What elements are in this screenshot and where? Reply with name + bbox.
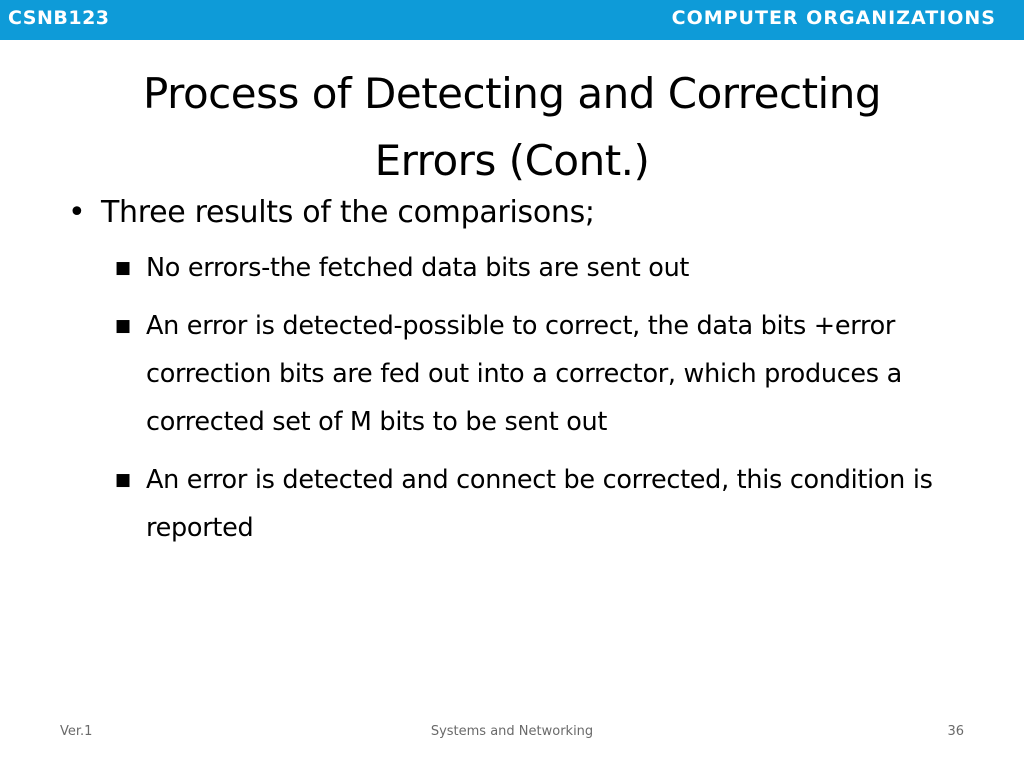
sub-bullet-list: [115, 244, 948, 552]
bullet-dot-icon: •: [68, 195, 86, 230]
slide-content: [68, 190, 948, 562]
square-bullet-icon: ■: [115, 258, 131, 278]
sub-bullet-text: No errors-the fetched data bits are sent out: [146, 253, 690, 283]
header-bar: [0, 0, 1024, 40]
slide-title-line-2: Errors (Cont.): [374, 136, 650, 185]
square-bullet-icon: ■: [115, 316, 131, 336]
footer-page-number: 36: [947, 724, 964, 739]
footer-version: Ver.1: [60, 724, 93, 739]
course-title: COMPUTER ORGANIZATIONS: [671, 7, 996, 29]
sub-bullet-item: [115, 244, 948, 292]
sub-bullet-text: An error is detected-possible to correct, the data bits +error correction bits are fed out into a corrector, which produces a corrected set of M bits to be sent out: [146, 311, 902, 437]
bullet-text: Three results of the comparisons;: [101, 195, 595, 230]
slide-title-line-1: Process of Detecting and Correcting: [143, 69, 881, 118]
sub-bullet-item: [115, 302, 948, 446]
slide-title: [60, 60, 964, 194]
bullet-item: [68, 190, 948, 236]
course-code: CSNB123: [8, 7, 110, 29]
square-bullet-icon: ■: [115, 470, 131, 490]
sub-bullet-text: An error is detected and connect be corrected, this condition is reported: [146, 465, 933, 543]
footer-center-text: Systems and Networking: [430, 724, 594, 739]
sub-bullet-item: [115, 456, 948, 552]
